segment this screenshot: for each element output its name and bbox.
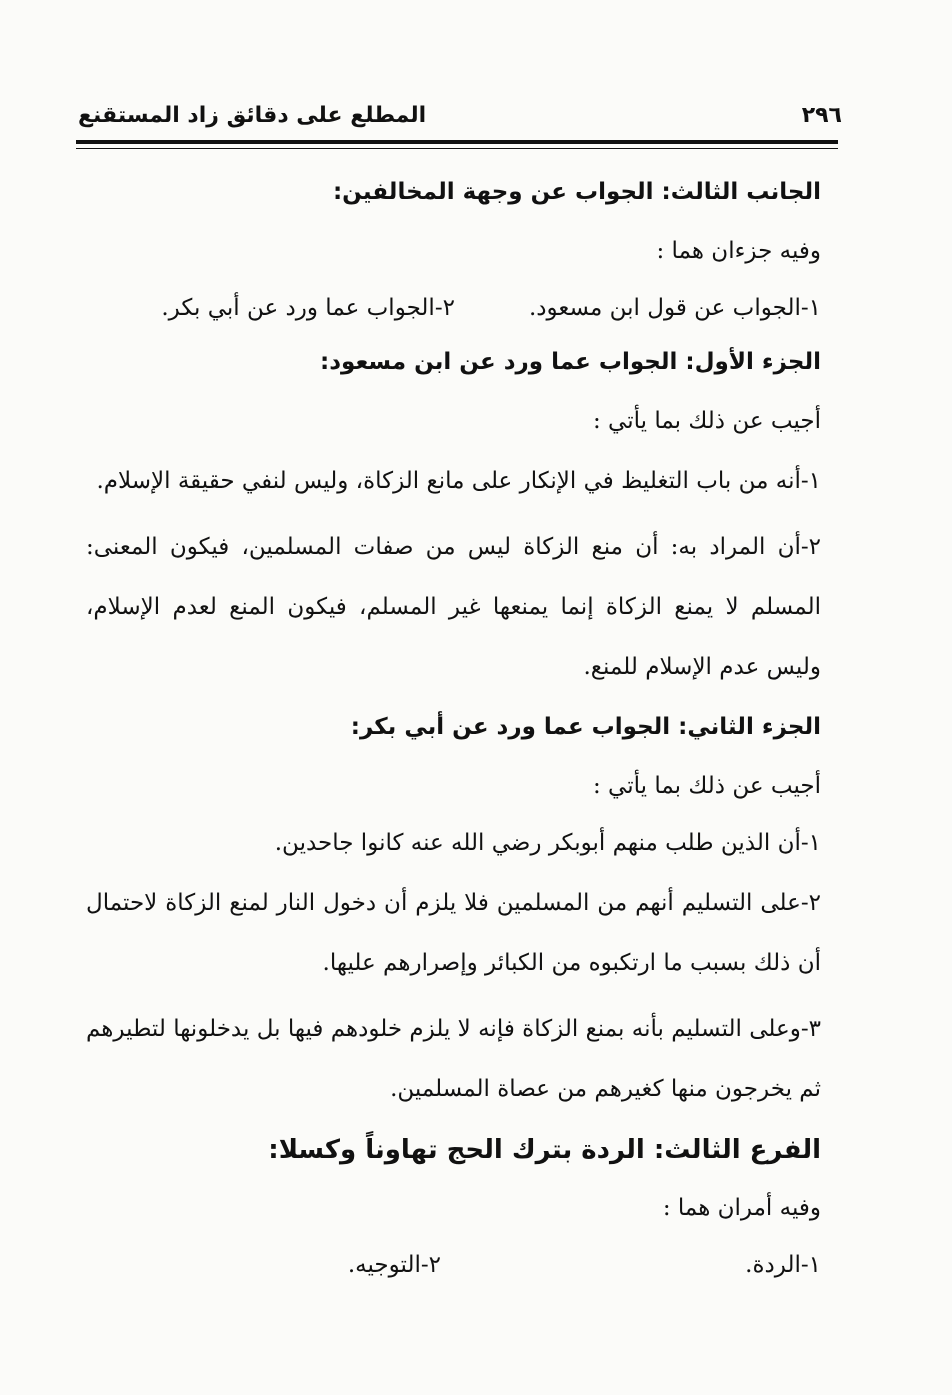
- section-heading: الجانب الثالث: الجواب عن وجهة المخالفين:: [332, 179, 821, 205]
- two-part-list: [86, 1238, 821, 1295]
- intro-line: أجيب عن ذلك بما يأتي :: [593, 773, 821, 799]
- paragraph: ٢-على التسليم أنهم من المسلمين فلا يلزم أن دخول النار لمنع الزكاة لاحتمال أن ذلك بسبب ما ارتكبوه من الكبائر وإصرارهم عليها.: [86, 890, 821, 976]
- list-item: ١-أن الذين طلب منهم أبوبكر رضي الله عنه كانوا جاحدين.: [274, 830, 821, 856]
- paragraph: ٢-أن المراد به: أن منع الزكاة ليس من صفات المسلمين، فيكون المعنى: المسلم لا يمنع الزكاة إنما يمنعها غير المسلم، فيكون المنع لعدم الإسلام، وليس عدم الإسلام للمنع.: [86, 534, 821, 680]
- paragraph: ٣-وعلى التسليم بأنه بمنع الزكاة فإنه لا يلزم خلودهم فيها بل يدخلونها لتطيرهم ثم يخرجون منها كغيرهم من عصاة المسلمين.: [86, 1016, 821, 1102]
- page-body: [86, 168, 821, 1295]
- list-item: ٢-الجواب عما ورد عن أبي بكر.: [161, 295, 455, 321]
- subsection-heading: الجزء الثاني: الجواب عما ورد عن أبي بكر:: [350, 714, 821, 740]
- book-title: المطلع على دقائق زاد المستقنع: [78, 102, 427, 128]
- list-item: ١-الجواب عن قول ابن مسعود.: [528, 295, 821, 321]
- intro-line: أجيب عن ذلك بما يأتي :: [593, 408, 821, 434]
- two-part-list: [86, 281, 821, 338]
- list-item: ١-الردة.: [745, 1252, 821, 1278]
- subsection-heading: الجزء الأول: الجواب عما ورد عن ابن مسعود:: [320, 349, 821, 375]
- page-header: [78, 98, 842, 132]
- branch-heading: الفرع الثالث: الردة بترك الحج تهاوناً وكسلا:: [268, 1135, 821, 1165]
- intro-line: وفيه جزءان هما :: [656, 238, 821, 264]
- intro-line: وفيه أمران هما :: [662, 1195, 821, 1221]
- paragraph: ١-أنه من باب التغليظ في الإنكار على مانع الزكاة، وليس لنفي حقيقة الإسلام.: [96, 468, 821, 494]
- page-number: ٢٩٦: [801, 102, 842, 128]
- header-rule-thick: [76, 140, 838, 144]
- list-item: ٢-التوجيه.: [347, 1252, 441, 1278]
- header-rule-thin: [76, 148, 838, 149]
